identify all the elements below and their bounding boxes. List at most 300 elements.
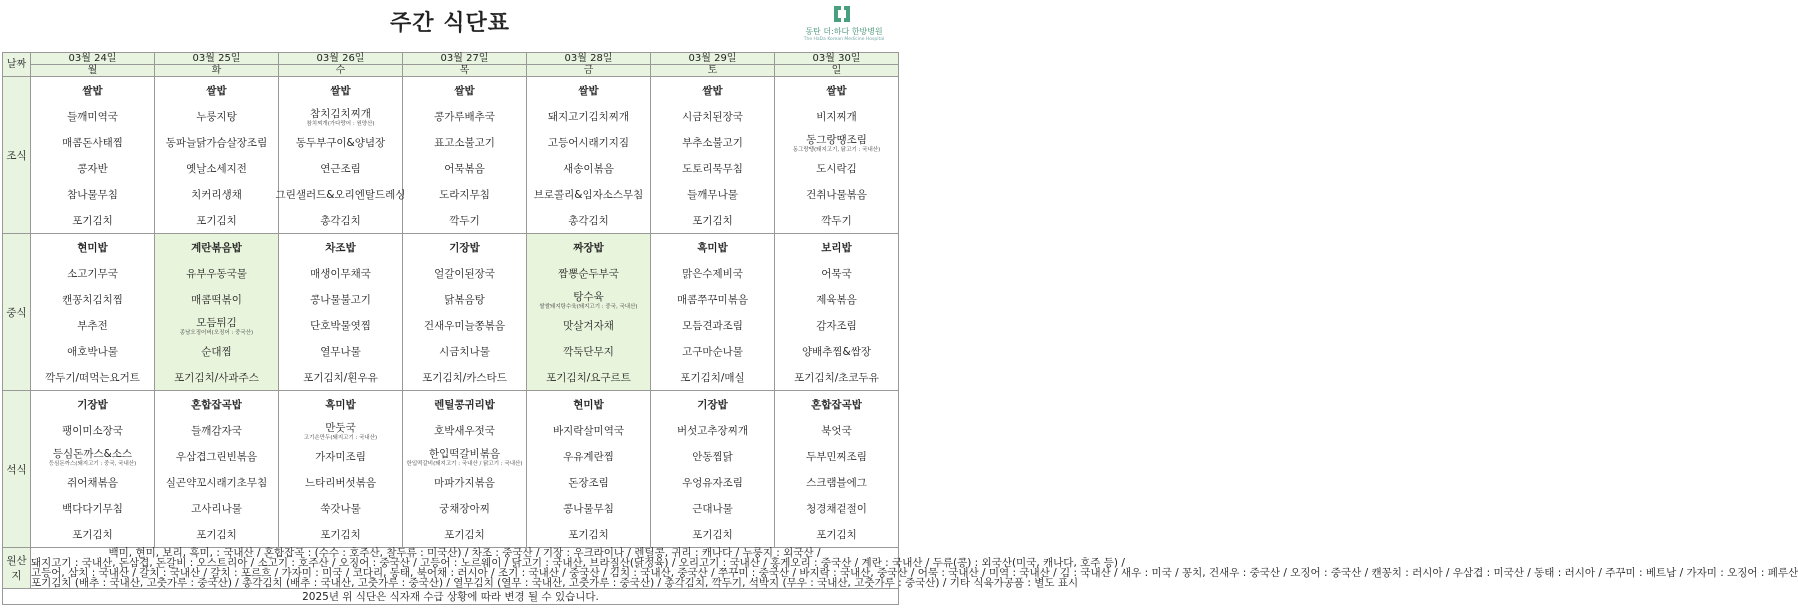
menu-item-name: 마파가지볶음	[434, 476, 495, 489]
menu-item-name: 콩가루배추국	[434, 110, 495, 123]
menu-item	[403, 77, 526, 103]
weekday-cell: 금	[527, 65, 651, 77]
menu-item-name: 포기김치	[320, 528, 361, 541]
menu-item	[527, 286, 650, 312]
menu-item-name: 쌀밥	[206, 84, 227, 97]
menu-item	[155, 469, 278, 495]
menu-item-origin-note: 동그랑땡(돼지고기, 닭고기 : 국내산)	[792, 146, 881, 153]
menu-item	[527, 521, 650, 547]
menu-item	[31, 234, 154, 260]
menu-item-name: 들깨미역국	[67, 110, 118, 123]
menu-item	[403, 521, 526, 547]
menu-item-name: 도토리묵무침	[682, 162, 743, 175]
menu-item	[31, 286, 154, 312]
menu-item-name: 참나물무침	[67, 188, 118, 201]
menu-item-name: 건새우미늘쫑볶음	[423, 319, 506, 332]
menu-item	[279, 234, 402, 260]
date-row-label: 날짜	[3, 53, 31, 77]
menu-item	[775, 207, 898, 233]
menu-item-name: 쌀밥	[330, 84, 351, 97]
menu-item-name: 흑미밥	[697, 241, 728, 254]
breakfast-label: 조식	[3, 77, 31, 234]
menu-item-origin-note: 쌀쌀돼지탕수육(돼지고기 : 중국, 국내산)	[539, 303, 638, 310]
menu-item-name: 연근조림	[320, 162, 361, 175]
menu-item	[775, 364, 898, 390]
menu-item	[651, 260, 774, 286]
menu-item	[651, 469, 774, 495]
weekday-cell: 월	[31, 65, 155, 77]
menu-item-name: 맑은수제비국	[682, 267, 743, 280]
menu-item	[527, 103, 650, 129]
menu-item	[651, 338, 774, 364]
menu-item-name: 시금치된장국	[682, 110, 743, 123]
lunch-day-cell	[651, 234, 775, 391]
origin-line: 백미, 현미, 보리, 흑미, : 국내산 / 혼합잡곡 : (수수 : 호주산, 찰두류 : 미국산) / 차조 : 중국산 / 기장 : 우크라이나 / 렌틸콩, 귀리 : 캐나다 / 누룽지 : 외국산 /	[108, 547, 821, 559]
dinner-day-cell	[527, 391, 651, 548]
menu-item	[403, 260, 526, 286]
menu-item-name: 맛살겨자채	[563, 319, 614, 332]
menu-item	[279, 443, 402, 469]
menu-item	[31, 417, 154, 443]
menu-item-name: 포기김치/초코두유	[794, 371, 879, 384]
menu-item	[31, 129, 154, 155]
menu-item	[527, 77, 650, 103]
menu-item	[31, 77, 154, 103]
menu-item-name: 포기김치	[816, 528, 857, 541]
menu-item-name: 부추전	[77, 319, 108, 332]
menu-item-name: 두부민찌조림	[806, 450, 867, 463]
menu-item	[31, 391, 154, 417]
menu-item	[279, 521, 402, 547]
menu-item	[651, 286, 774, 312]
menu-item-name: 매콤쭈꾸미볶음	[676, 293, 748, 306]
logo-name: 동탄 더:하다 한방병원	[805, 27, 883, 36]
weekday-cell: 화	[155, 65, 279, 77]
menu-item-name: 포기김치	[444, 528, 485, 541]
menu-item-name: 쌀밥	[578, 84, 599, 97]
menu-item	[155, 234, 278, 260]
menu-item	[527, 129, 650, 155]
menu-item	[403, 443, 526, 469]
menu-item-name: 브로콜리&임자소스무침	[533, 188, 644, 201]
menu-item-name: 고사리나물	[191, 502, 242, 515]
menu-item	[651, 417, 774, 443]
menu-item-name: 포기김치	[196, 528, 237, 541]
menu-item	[155, 286, 278, 312]
menu-item-name: 건취나물볶음	[806, 188, 867, 201]
breakfast-row	[3, 77, 899, 234]
lunch-day-cell	[155, 234, 279, 391]
date-cell: 03월 29일	[651, 53, 775, 65]
menu-item	[651, 234, 774, 260]
menu-item-name: 혼합잡곡밥	[191, 398, 242, 411]
menu-item	[155, 155, 278, 181]
menu-item-name: 어묵국	[821, 267, 852, 280]
logo-mark-icon	[834, 6, 850, 22]
menu-item	[279, 77, 402, 103]
menu-item	[279, 417, 402, 443]
menu-item-name: 만둣국	[325, 421, 356, 434]
menu-item-name: 비지찌개	[816, 110, 857, 123]
lunch-day-cell	[775, 234, 899, 391]
menu-item-name: 표고소불고기	[434, 136, 495, 149]
menu-item	[155, 181, 278, 207]
menu-item	[279, 312, 402, 338]
menu-item-name: 참치김치찌개	[310, 107, 371, 120]
menu-item	[403, 312, 526, 338]
menu-item-name: 포기김치	[568, 528, 609, 541]
menu-item	[403, 181, 526, 207]
menu-item	[775, 234, 898, 260]
menu-item-name: 총각김치	[320, 214, 361, 227]
menu-item-name: 우엉유자조림	[682, 476, 743, 489]
menu-item-name: 한입떡갈비볶음	[428, 447, 500, 460]
menu-item-name: 쌀밥	[454, 84, 475, 97]
menu-item	[31, 443, 154, 469]
menu-item-name: 새송이볶음	[563, 162, 614, 175]
date-cell: 03월 28일	[527, 53, 651, 65]
menu-item	[403, 495, 526, 521]
menu-item	[527, 364, 650, 390]
menu-item-name: 열무나물	[320, 345, 361, 358]
menu-item	[651, 521, 774, 547]
menu-item	[403, 155, 526, 181]
menu-item	[775, 469, 898, 495]
date-cell: 03월 26일	[279, 53, 403, 65]
menu-item-name: 궁채장아찌	[439, 502, 490, 515]
menu-item	[31, 521, 154, 547]
menu-item-name: 돈장조림	[568, 476, 609, 489]
menu-item-name: 백다다기무침	[62, 502, 123, 515]
menu-item	[279, 286, 402, 312]
menu-item	[775, 260, 898, 286]
menu-item	[775, 495, 898, 521]
menu-item-name: 우유계란찜	[563, 450, 614, 463]
menu-item-name: 모듬튀김	[196, 316, 237, 329]
menu-item-name: 등심돈까스&소스	[52, 447, 133, 460]
menu-item	[31, 364, 154, 390]
menu-item-name: 어묵볶음	[444, 162, 485, 175]
menu-item-name: 매콤떡볶이	[191, 293, 242, 306]
menu-item	[651, 129, 774, 155]
menu-item-name: 콩자반	[77, 162, 108, 175]
menu-item	[775, 391, 898, 417]
menu-item-name: 고등어시래기지짐	[547, 136, 630, 149]
lunch-day-cell	[31, 234, 155, 391]
menu-item	[403, 364, 526, 390]
dinner-day-cell	[651, 391, 775, 548]
menu-item-origin-note: 한입떡갈비(돼지고기 : 국내산 / 닭고기 : 국내산)	[406, 460, 523, 467]
menu-item-name: 돼지고기김치찌개	[547, 110, 630, 123]
menu-item	[651, 443, 774, 469]
menu-item-name: 깍두기/떠먹는요거트	[45, 371, 140, 384]
menu-item-name: 포기김치	[196, 214, 237, 227]
menu-item-origin-note: 종남오징어버(오징어 : 중국산)	[179, 329, 254, 336]
menu-item-name: 기장밥	[77, 398, 108, 411]
menu-item	[279, 155, 402, 181]
menu-item-name: 도라지무침	[439, 188, 490, 201]
menu-item-name: 도시락김	[816, 162, 857, 175]
menu-item-name: 소고기무국	[67, 267, 118, 280]
logo-subtitle: The HaDa Korean Medicine Hospital	[803, 37, 885, 42]
menu-item	[403, 207, 526, 233]
origin-label: 원산지	[3, 548, 31, 589]
menu-item-name: 캔꽁치김치찜	[62, 293, 123, 306]
menu-item-name: 순대찜	[201, 345, 232, 358]
menu-item	[31, 469, 154, 495]
menu-item-name: 포기김치	[72, 528, 113, 541]
menu-item-name: 북엇국	[821, 424, 852, 437]
menu-item	[155, 443, 278, 469]
menu-item-origin-note: 고기손만두(돼지고기 : 국내산)	[303, 434, 378, 441]
menu-item	[651, 364, 774, 390]
menu-item-name: 포기김치/요구르트	[546, 371, 631, 384]
menu-item	[155, 417, 278, 443]
menu-item	[775, 77, 898, 103]
menu-item-name: 동두부구이&양념장	[295, 136, 386, 149]
menu-item	[31, 181, 154, 207]
menu-item	[155, 312, 278, 338]
dinner-label: 석식	[3, 391, 31, 548]
menu-item-name: 총각김치	[568, 214, 609, 227]
menu-item-name: 팽이미소장국	[62, 424, 123, 437]
origin-info	[31, 547, 1798, 589]
menu-item	[527, 181, 650, 207]
menu-item-name: 우삼겹그린빈볶음	[175, 450, 258, 463]
menu-item	[775, 521, 898, 547]
lunch-day-cell	[527, 234, 651, 391]
breakfast-day-cell	[275, 77, 406, 234]
menu-item-name: 기장밥	[697, 398, 728, 411]
menu-item	[31, 155, 154, 181]
menu-item-name: 치커리생채	[191, 188, 242, 201]
menu-item-name: 모듬견과조림	[682, 319, 743, 332]
menu-item-name: 포기김치/사과주스	[174, 371, 259, 384]
hospital-logo	[788, 6, 900, 46]
menu-item	[155, 260, 278, 286]
menu-item	[403, 469, 526, 495]
dinner-day-cell	[403, 391, 527, 548]
menu-item-name: 포기김치/카스타드	[422, 371, 507, 384]
menu-item-name: 제육볶음	[816, 293, 857, 306]
date-cell: 03월 25일	[155, 53, 279, 65]
menu-item-name: 렌틸콩귀리밥	[434, 398, 495, 411]
menu-item-name: 포기김치	[692, 214, 733, 227]
menu-item-name: 쥐어채볶음	[67, 476, 118, 489]
origin-line: 돼지고기 : 국내산, 돈삼겹, 돈갈비 : 오스트리아 / 소고기 : 호주산 / 오징어 : 중국산 / 고등어 : 노르웨이 / 닭고기 : 국내산, 브라질산(닭정육) / 오리고기 : 국내산 / 홍게오리 : 중국산 / 계란 : 국내산 / 두류(콩) : 외국산(미국, 캐나다, 호주 등) /	[31, 557, 1125, 569]
menu-item-name: 양배추찜&쌈장	[801, 345, 872, 358]
menu-item	[527, 469, 650, 495]
menu-item-name: 고구마순나물	[682, 345, 743, 358]
breakfast-day-cell	[31, 77, 155, 234]
menu-item-name: 짜장밥	[573, 241, 604, 254]
menu-item	[775, 181, 898, 207]
menu-item	[31, 312, 154, 338]
menu-item	[527, 417, 650, 443]
menu-item	[279, 364, 402, 390]
origin-line: 포기김치 (배추 : 국내산, 고춧가루 : 중국산) / 총각김치 (배추 : 국내산, 고춧가루 : 중국산) / 열무김치 (열무 : 국내산, 고춧가루 : 중국산) / 총각김치, 깍두기, 석박지 (무우 : 국내산, 고춧가루 : 중국산) / 기타 식육가공품 : 별도 표시	[31, 577, 1079, 589]
menu-item-name: 들깨무나물	[687, 188, 738, 201]
menu-item	[155, 338, 278, 364]
menu-item-name: 근대나물	[692, 502, 733, 515]
menu-item-name: 동그랑땡조림	[806, 133, 867, 146]
menu-item-name: 실곤약꼬시래기초무침	[165, 476, 268, 489]
menu-item	[775, 286, 898, 312]
menu-item	[31, 495, 154, 521]
page-title: 주간 식단표	[390, 11, 510, 36]
menu-item	[155, 391, 278, 417]
menu-item	[775, 443, 898, 469]
weekday-cell: 일	[775, 65, 899, 77]
menu-item	[527, 207, 650, 233]
menu-item-origin-note: 등심돈까스(돼지고기 : 중국, 국내산)	[48, 460, 137, 467]
menu-item	[31, 338, 154, 364]
menu-item-name: 청경채겉절이	[806, 502, 867, 515]
menu-item-name: 짬뽕순두부국	[558, 267, 619, 280]
menu-item	[527, 155, 650, 181]
menu-item-name: 흑미밥	[325, 398, 356, 411]
menu-item	[775, 155, 898, 181]
menu-item	[651, 207, 774, 233]
menu-item	[651, 312, 774, 338]
date-row	[3, 53, 899, 65]
menu-item	[527, 495, 650, 521]
menu-item-name: 호박새우젓국	[434, 424, 495, 437]
menu-item-name: 차조밥	[325, 241, 356, 254]
menu-item-name: 들깨감자국	[191, 424, 242, 437]
menu-item	[527, 443, 650, 469]
menu-item-name: 스크램블에그	[806, 476, 867, 489]
menu-item-name: 닭볶음탕	[444, 293, 485, 306]
lunch-day-cell	[403, 234, 527, 391]
date-cell: 03월 30일	[775, 53, 899, 65]
menu-item-name: 쌀밥	[826, 84, 847, 97]
origin-line: 고등어, 삼치 : 국내산 / 갈치 : 국내산 / 갈치 : 포르흐 / 가자미 : 미국 / 코다리, 동태, 북어채 : 러시아 / 조기 : 국내산 / 중국산 / 김치 : 국내산, 중국산 / 쭈꾸미 : 중국산 / 바지락 : 국내산, 중국산 / 어묵 : 국내산 / 미역 : 국내산 / 김 : 국내산 / 새우 : 미국 / 꽁치, 건새우 : 중국산 / 오징어 : 중국산 / 캔꽁치 : 러시아 / 우삼겹 : 미국산 / 동태 : 러시아 / 주꾸미 : 베트남 / 가자미 : 오징어 : 페루산	[31, 567, 1798, 579]
menu-item	[775, 103, 898, 129]
dinner-day-cell	[775, 391, 899, 548]
menu-item	[775, 417, 898, 443]
menu-item	[155, 364, 278, 390]
menu-item-name: 포기김치/흰우유	[303, 371, 378, 384]
dinner-day-cell	[279, 391, 403, 548]
menu-item-name: 옛날소세지전	[186, 162, 247, 175]
menu-item	[775, 129, 898, 155]
date-cell: 03월 27일	[403, 53, 527, 65]
lunch-row	[3, 234, 899, 391]
dinner-day-cell	[31, 391, 155, 548]
menu-item-name: 포기김치	[692, 528, 733, 541]
menu-item-name: 매생이무채국	[310, 267, 371, 280]
menu-item-name: 보리밥	[821, 241, 852, 254]
menu-item	[279, 338, 402, 364]
menu-item	[31, 260, 154, 286]
menu-item	[31, 103, 154, 129]
menu-item	[279, 207, 402, 233]
menu-item-name: 안동찜닭	[692, 450, 733, 463]
menu-item	[651, 391, 774, 417]
menu-item	[155, 207, 278, 233]
menu-item-name: 느타리버섯볶음	[304, 476, 376, 489]
menu-item	[279, 495, 402, 521]
menu-item	[403, 286, 526, 312]
weekday-cell: 수	[279, 65, 403, 77]
menu-item-name: 시금치나물	[439, 345, 490, 358]
menu-item-name: 단호박물엿찜	[310, 319, 371, 332]
menu-item	[775, 312, 898, 338]
weekday-cell: 목	[403, 65, 527, 77]
weekday-cell: 토	[651, 65, 775, 77]
menu-item-name: 혼합잡곡밥	[811, 398, 862, 411]
menu-item-name: 쌀밥	[82, 84, 103, 97]
menu-item	[527, 391, 650, 417]
menu-item	[279, 391, 402, 417]
menu-item-name: 깍두기	[449, 214, 480, 227]
menu-item-name: 콩나물불고기	[310, 293, 371, 306]
menu-item-name: 쌀밥	[702, 84, 723, 97]
menu-item-name: 현미밥	[77, 241, 108, 254]
menu-item	[651, 495, 774, 521]
menu-item-name: 누룽지탕	[196, 110, 237, 123]
menu-item	[527, 260, 650, 286]
menu-item	[651, 77, 774, 103]
footer-notice: 2025년 위 식단은 식자재 수급 상황에 따라 변경 될 수 있습니다.	[3, 589, 899, 605]
menu-item	[527, 338, 650, 364]
menu-item-name: 동파늘닭가슴살장조림	[165, 136, 268, 149]
menu-item	[775, 338, 898, 364]
menu-item	[275, 181, 406, 207]
breakfast-day-cell	[403, 77, 527, 234]
menu-item-name: 부추소불고기	[682, 136, 743, 149]
menu-item	[279, 260, 402, 286]
date-cell: 03월 24일	[31, 53, 155, 65]
menu-item-name: 유부우동국물	[186, 267, 247, 280]
menu-item	[651, 103, 774, 129]
menu-item-name: 포기김치	[72, 214, 113, 227]
menu-item	[403, 338, 526, 364]
menu-item-name: 쑥갓나물	[320, 502, 361, 515]
menu-item	[155, 521, 278, 547]
menu-item-name: 버섯고추장찌개	[676, 424, 748, 437]
menu-item-name: 가자미조림	[315, 450, 366, 463]
menu-item	[155, 495, 278, 521]
menu-item-name: 바지락살미역국	[552, 424, 624, 437]
menu-item	[279, 103, 402, 129]
menu-item-name: 깍둑단무지	[563, 345, 614, 358]
menu-item	[403, 129, 526, 155]
menu-item	[403, 234, 526, 260]
menu-item-name: 그린샐러드&오리엔탈드레싱	[275, 188, 406, 201]
menu-item-name: 현미밥	[573, 398, 604, 411]
breakfast-day-cell	[527, 77, 651, 234]
menu-item-name: 기장밥	[449, 241, 480, 254]
weekly-menu-table	[2, 52, 1798, 605]
menu-item	[279, 129, 402, 155]
menu-item-name: 감자조림	[816, 319, 857, 332]
breakfast-day-cell	[651, 77, 775, 234]
menu-item-origin-note: 참치찌개(가다랑어 : 원양산)	[306, 120, 375, 127]
menu-item	[155, 77, 278, 103]
menu-item	[527, 312, 650, 338]
breakfast-day-cell	[775, 77, 899, 234]
weekday-row	[3, 65, 899, 77]
menu-item-name: 계란볶음밥	[191, 241, 242, 254]
dinner-row	[3, 391, 899, 548]
dinner-day-cell	[155, 391, 279, 548]
menu-item	[403, 417, 526, 443]
menu-item-name: 포기김치/매실	[680, 371, 745, 384]
menu-item	[155, 103, 278, 129]
menu-item-name: 탕수육	[573, 290, 604, 303]
